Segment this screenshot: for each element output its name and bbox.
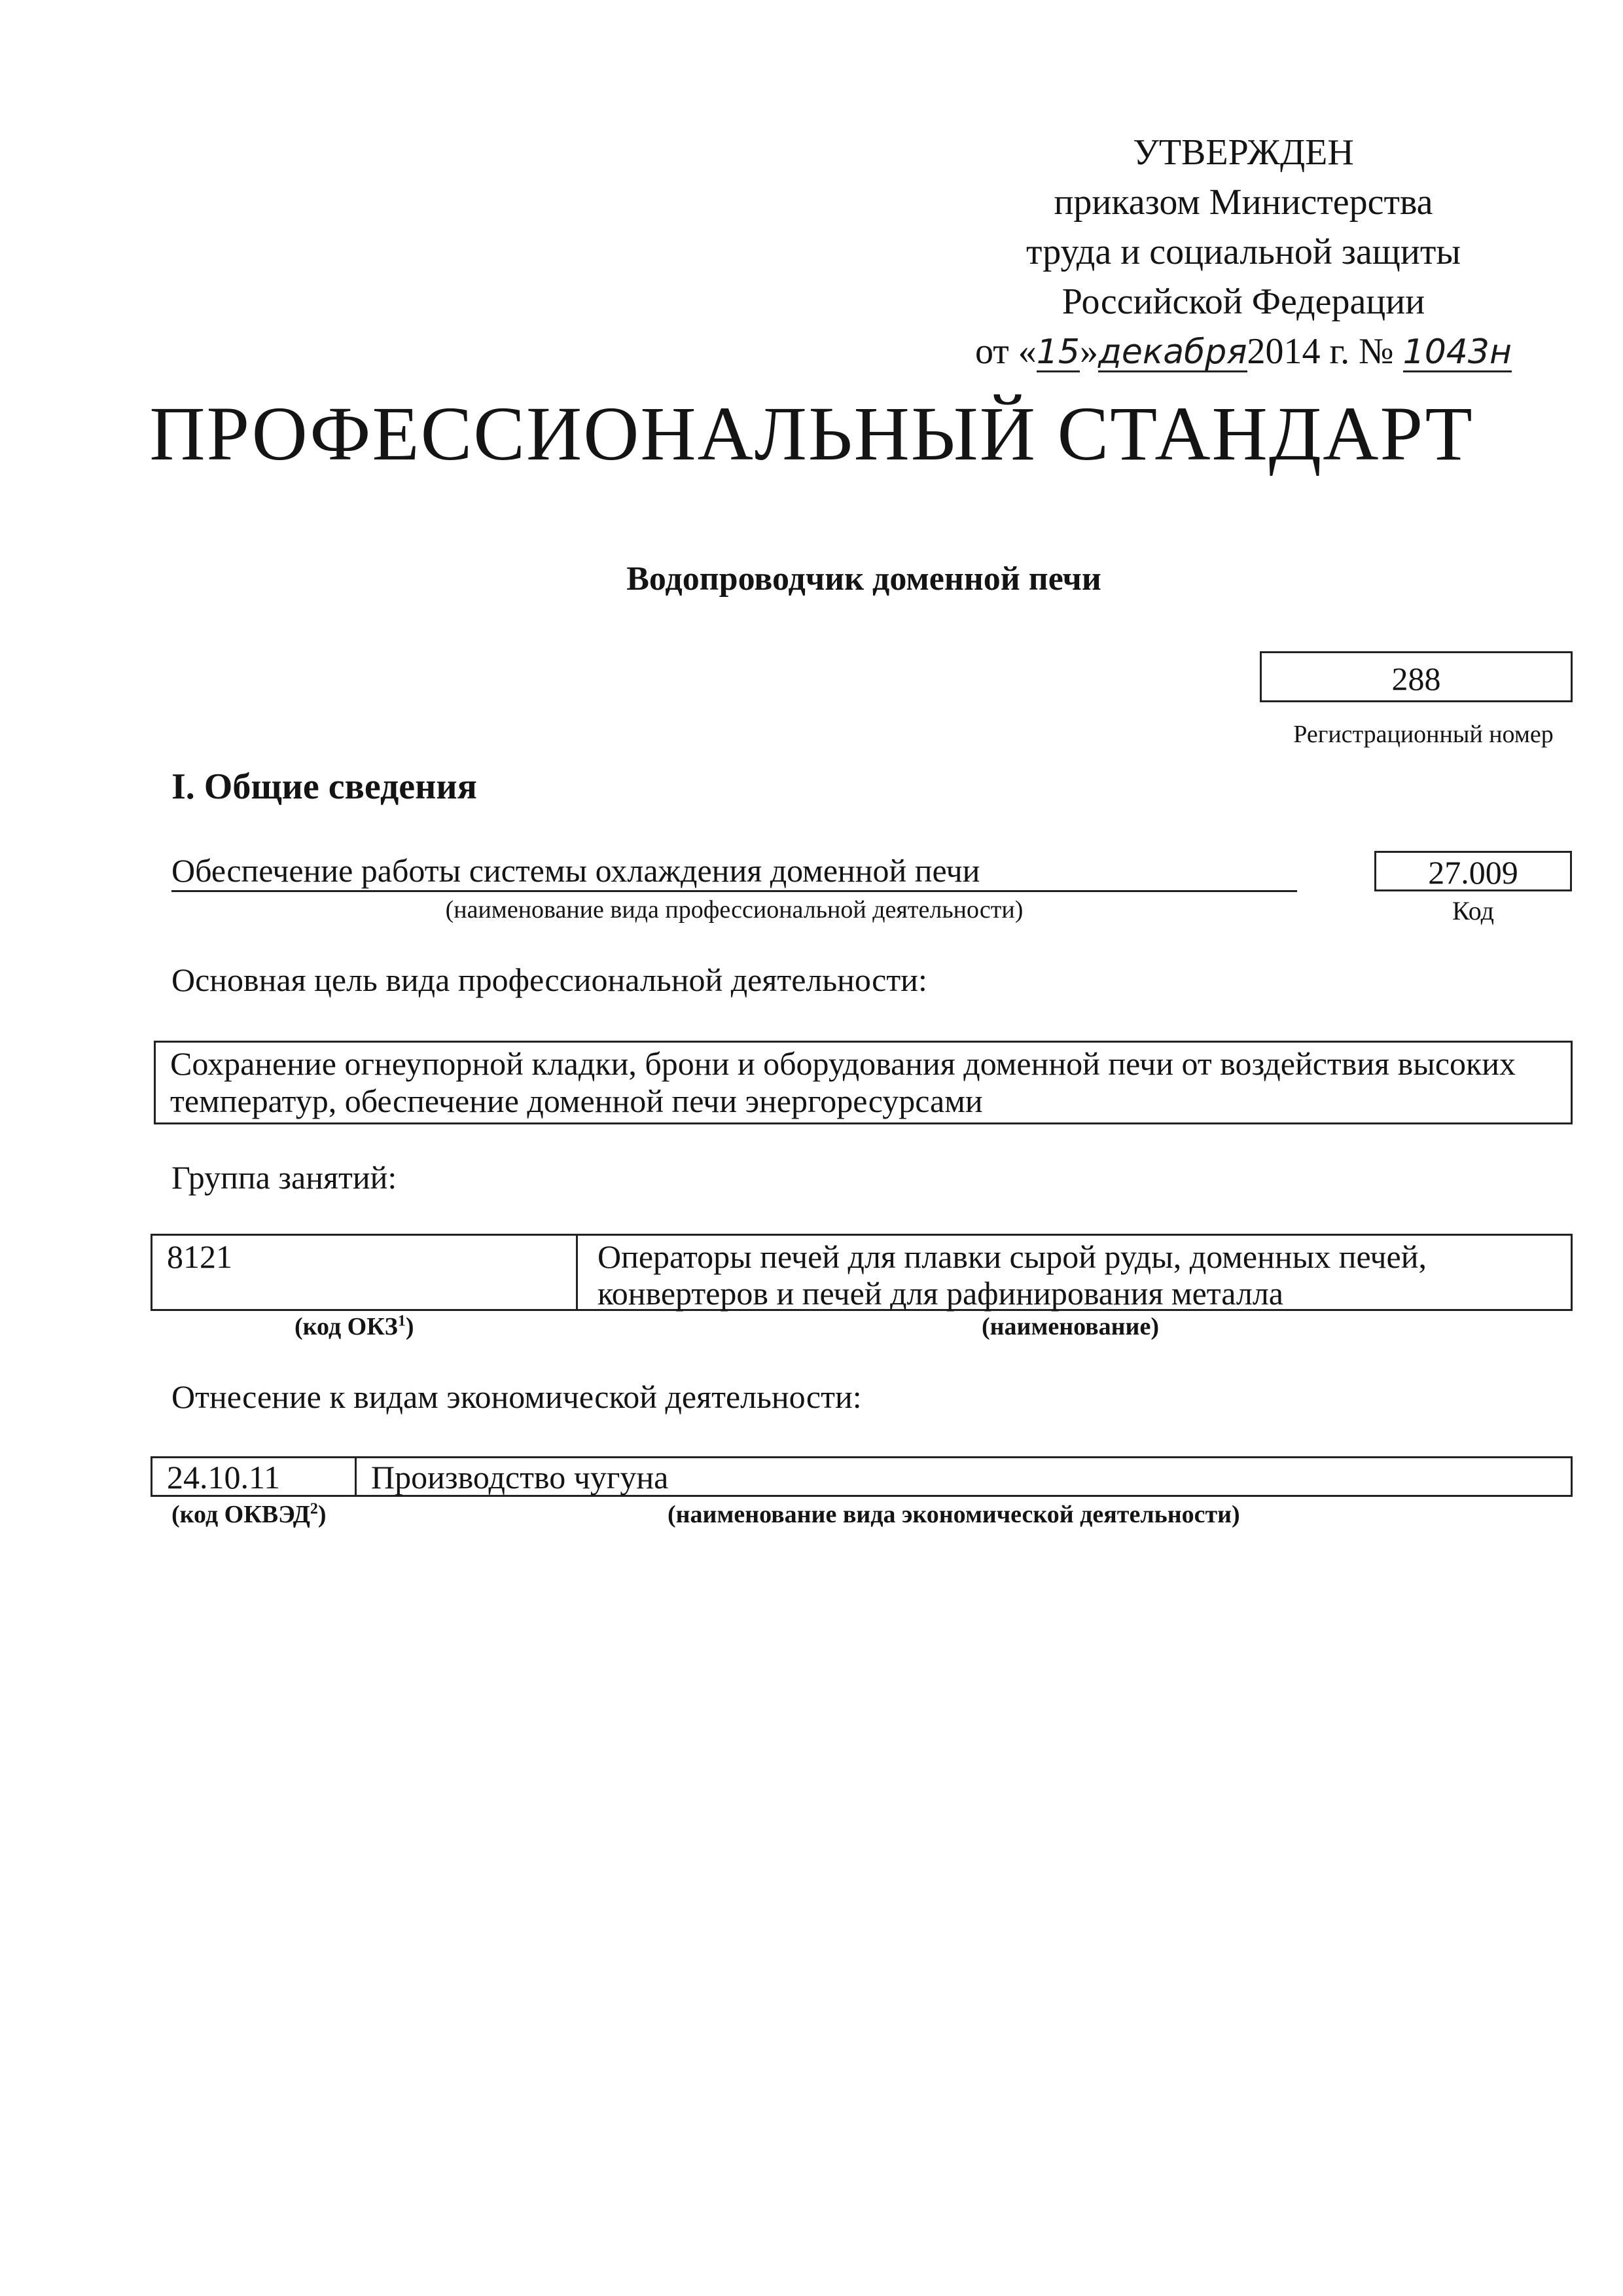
occupation-name-caption: (наименование)	[982, 1313, 1159, 1340]
document-subtitle: Водопроводчик доменной печи	[626, 560, 1101, 598]
occupation-group-table	[151, 1234, 1573, 1311]
economic-activity-name: Производство чугуна	[371, 1459, 669, 1496]
section-heading: I. Общие сведения	[171, 766, 477, 807]
footnote-2-mark: 2	[310, 1500, 318, 1518]
approval-date-line	[916, 327, 1571, 376]
okz-caption-text: (код ОКЗ	[294, 1313, 398, 1340]
date-year: 2014 г. №	[1247, 331, 1394, 372]
okz-code-caption	[294, 1312, 414, 1341]
activity-code-label: Код	[1452, 896, 1494, 925]
approval-title: УТВЕРЖДЕН	[1133, 132, 1354, 173]
economic-activity-code: 24.10.11	[152, 1458, 357, 1495]
purpose-box: Сохранение огнеупорной кладки, брони и оборудования доменной печи от воздействия высоких температур, обеспечение доменной печи энергоресурсами	[154, 1041, 1573, 1124]
registration-number-box: 288	[1260, 651, 1573, 702]
handwritten-order-number: 1043н	[1402, 332, 1512, 372]
occupation-group-name: Операторы печей для плавки сырой руды, доменных печей, конвертеров и печей для рафинирования металла	[597, 1238, 1427, 1312]
date-mid: »	[1079, 331, 1098, 372]
purpose-label: Основная цель вида профессиональной деятельности:	[171, 961, 927, 998]
occupation-group-code: 8121	[152, 1236, 578, 1309]
activity-code-box: 27.009	[1374, 851, 1572, 891]
document-title: ПРОФЕССИОНАЛЬНЫЙ СТАНДАРТ	[149, 391, 1474, 476]
okved-caption-end: )	[317, 1501, 327, 1528]
okved-caption-text: (код ОКВЭД	[171, 1501, 310, 1528]
activity-caption: (наименование вида профессиональной деятельности)	[445, 896, 1024, 924]
handwritten-day: 15	[1036, 332, 1080, 372]
economic-activity-caption: (наименование вида экономической деятельности)	[668, 1501, 1240, 1528]
okved-code-caption	[171, 1500, 327, 1529]
occupation-group-label: Группа занятий:	[171, 1159, 397, 1196]
approval-line-3: Российской Федерации	[1061, 281, 1425, 322]
activity-name: Обеспечение работы системы охлаждения доменной печи	[171, 851, 1297, 892]
approval-block	[916, 128, 1571, 376]
footnote-1-mark: 1	[397, 1312, 406, 1330]
economic-activity-label: Отнесение к видам экономической деятельности:	[171, 1378, 862, 1415]
handwritten-month: декабря	[1097, 332, 1247, 372]
date-prefix: от «	[975, 331, 1037, 372]
approval-line-1: приказом Министерства	[1054, 182, 1433, 223]
okz-caption-end: )	[405, 1313, 414, 1340]
approval-line-2: труда и социальной защиты	[1026, 232, 1461, 272]
registration-number-label: Регистрационный номер	[1293, 721, 1554, 748]
economic-activity-table	[151, 1456, 1573, 1497]
